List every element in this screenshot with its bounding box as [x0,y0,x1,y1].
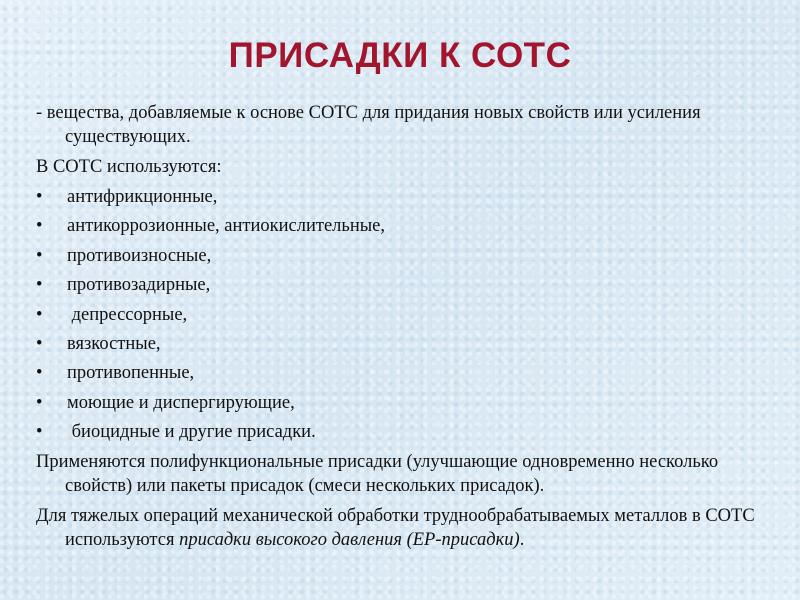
bullet-icon: • [36,422,43,443]
list-item [36,185,766,209]
heavy-operations-paragraph [36,504,766,552]
slide-title: ПРИСАДКИ К СОТС [228,36,572,75]
list-item [36,391,766,415]
bullet-icon: • [36,245,43,266]
bullet-icon: • [36,392,43,413]
multifunctional-paragraph: Применяются полифункциональные присадки (улучшающие одновременно несколько свойств) или пакеты присадок (смеси нескольких присадок). [36,451,719,496]
list-item-text: моющие и диспергирующие, [67,392,295,413]
list-item-text: вязкостные, [67,333,161,354]
list-item [36,214,766,238]
bullet-icon: • [36,363,43,384]
list-item [36,361,766,385]
list-item-text: антикоррозионные, антиокислительные, [67,216,386,237]
bullet-icon: • [36,216,43,237]
list-item-text: противозадирные, [67,275,211,296]
list-item-text: антифрикционные, [67,187,218,207]
list-item-text: биоцидные и другие присадки. [67,422,316,443]
list-item-text: депрессорные, [67,304,188,325]
heavy-operations-end: . [519,529,525,550]
list-item-text: противоизносные, [67,245,212,266]
definition-paragraph: - вещества, добавляемые к основе СОТС для придания новых свойств или усиления существующих. [36,103,701,147]
ep-additives-term: присадки высокого давления (ЕР-присадки) [179,529,520,550]
list-item [36,273,766,297]
additive-list [36,185,766,444]
list-item [36,244,766,268]
slide-content [36,101,766,558]
heavy-operations-text: Для тяжелых операций механической обработки труднообрабатываемых металлов в СОТС используются [36,505,755,550]
bullet-icon: • [36,187,43,207]
bullet-icon: • [36,304,43,325]
list-item [36,303,766,327]
list-item [36,420,766,444]
list-item-text: противопенные, [67,363,195,384]
list-item [36,332,766,356]
bullet-icon: • [36,333,43,354]
intro-line: В СОТС используются: [36,157,222,177]
bullet-icon: • [36,275,43,296]
